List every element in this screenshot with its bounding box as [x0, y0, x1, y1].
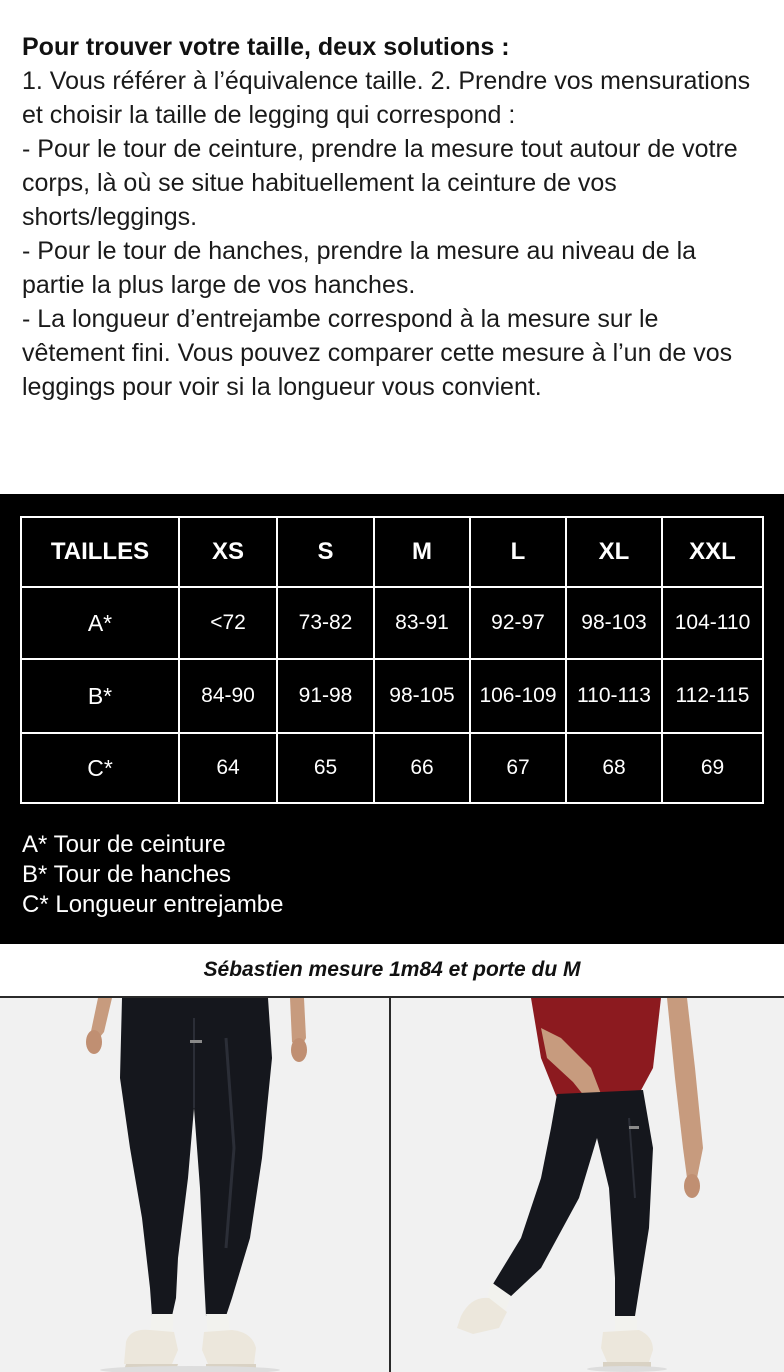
- header-l: L: [470, 517, 566, 587]
- row-label-c: C*: [21, 733, 179, 803]
- size-table-header-row: [21, 517, 763, 587]
- cell-b-xxl: 112-115: [662, 659, 763, 733]
- cell-c-xl: 68: [566, 733, 662, 803]
- header-m: M: [374, 517, 470, 587]
- cell-c-l: 67: [470, 733, 566, 803]
- cell-c-s: 65: [277, 733, 374, 803]
- legend-item-b: B* Tour de hanches: [22, 861, 232, 888]
- instructions-title: Pour trouver votre taille, deux solutions :: [22, 33, 510, 61]
- cell-c-xxl: 69: [662, 733, 763, 803]
- row-label-a: A*: [21, 587, 179, 659]
- instructions-line-methods: 1. Vous référer à l’équivalence taille. 2. Prendre vos mensurations et choisir la taille de legging qui correspond :: [22, 67, 751, 129]
- measurement-legend: [22, 830, 284, 920]
- header-s: S: [277, 517, 374, 587]
- cell-a-xl: 98-103: [566, 587, 662, 659]
- model-photos: [0, 998, 784, 1372]
- table-row-c: [21, 733, 763, 803]
- cell-a-xs: <72: [179, 587, 277, 659]
- cell-c-xs: 64: [179, 733, 277, 803]
- cell-b-xl: 110-113: [566, 659, 662, 733]
- header-tailles: TAILLES: [21, 517, 179, 587]
- instructions-line-inseam: - La longueur d’entrejambe correspond à la mesure sur le vêtement fini. Vous pouvez comparer cette mesure à l’un de vos leggings pour voir si la longueur vous convient.: [22, 305, 733, 401]
- cell-b-m: 98-105: [374, 659, 470, 733]
- header-xl: XL: [566, 517, 662, 587]
- size-instructions: [22, 30, 762, 404]
- row-label-b: B*: [21, 659, 179, 733]
- cell-c-m: 66: [374, 733, 470, 803]
- size-table: [20, 516, 764, 804]
- model-caption: Sébastien mesure 1m84 et porte du M: [0, 944, 784, 998]
- legend-item-a: A* Tour de ceinture: [22, 831, 226, 858]
- legend-item-c: C* Longueur entrejambe: [22, 891, 284, 918]
- model-stretching-photo: [391, 998, 784, 1372]
- cell-a-l: 92-97: [470, 587, 566, 659]
- cell-b-s: 91-98: [277, 659, 374, 733]
- table-row-b: [21, 659, 763, 733]
- model-front-legs-photo: [0, 998, 389, 1372]
- header-xs: XS: [179, 517, 277, 587]
- cell-b-l: 106-109: [470, 659, 566, 733]
- cell-a-s: 73-82: [277, 587, 374, 659]
- instructions-line-waist: - Pour le tour de ceinture, prendre la mesure tout autour de votre corps, là où se situe habituellement la ceinture de vos shorts/leggings.: [22, 135, 738, 231]
- cell-b-xs: 84-90: [179, 659, 277, 733]
- cell-a-xxl: 104-110: [662, 587, 763, 659]
- size-chart-section: [0, 494, 784, 944]
- table-row-a: [21, 587, 763, 659]
- cell-a-m: 83-91: [374, 587, 470, 659]
- instructions-line-hips: - Pour le tour de hanches, prendre la mesure au niveau de la partie la plus large de vos hanches.: [22, 237, 697, 299]
- header-xxl: XXL: [662, 517, 763, 587]
